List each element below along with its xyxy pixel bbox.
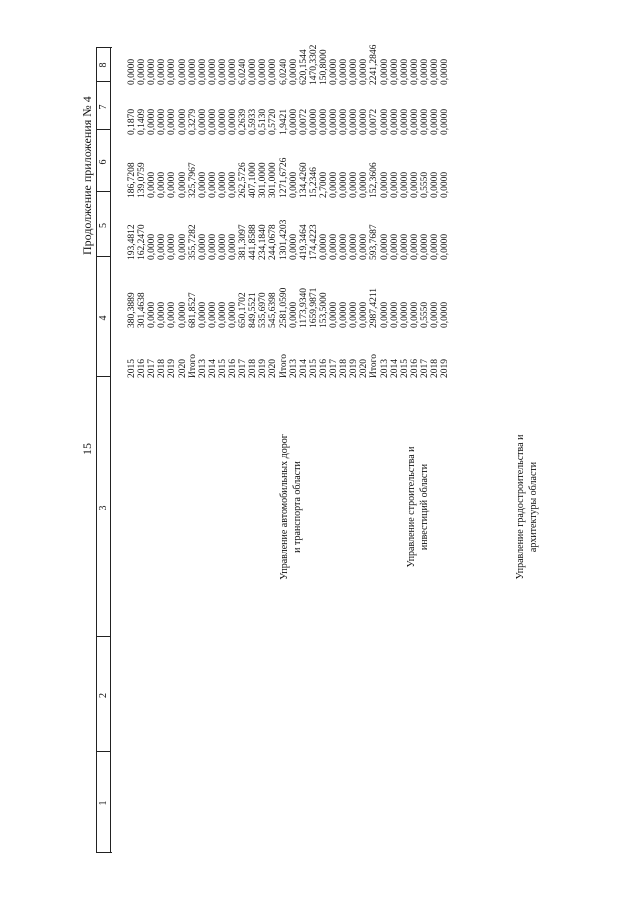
row-value-cell: 0,0000 <box>228 233 238 260</box>
page-number: 15 <box>80 443 94 455</box>
column-label: 6 <box>98 159 109 165</box>
row-value-cell: 0,0000 <box>288 301 299 328</box>
row-value-cell: 301,4638 <box>137 292 148 328</box>
row-value-cell: 0,0000 <box>419 58 430 85</box>
row-value-cell: 0,0000 <box>389 108 400 135</box>
row-value-cell: 535,6970 <box>258 292 269 328</box>
row-value-cell: 0,0000 <box>228 108 238 135</box>
row-value-cell: 0,0000 <box>177 301 188 328</box>
row-value-cell: 174,4223 <box>308 224 319 260</box>
row-value-cell: 0,0000 <box>379 108 390 135</box>
column-label: 5 <box>98 223 109 228</box>
row-year-cell: 2019 <box>440 359 451 378</box>
row-value-cell: 0,0000 <box>217 108 228 135</box>
row-value-cell: 0,0000 <box>157 108 168 135</box>
row-value-cell: 0,0000 <box>268 58 279 85</box>
row-value-cell: 545,6398 <box>268 292 279 328</box>
row-value-cell: 0,0000 <box>177 171 188 198</box>
row-value-cell: 0,0000 <box>197 171 208 198</box>
row-value-cell: 0,3279 <box>187 108 198 135</box>
row-value-cell: 0,0072 <box>369 108 380 135</box>
row-value-cell: 244,0678 <box>268 224 279 260</box>
row-value-cell: 681,8527 <box>187 292 198 328</box>
row-year-cell: Итого <box>187 353 198 378</box>
row-value-cell: 1470,3302 <box>308 44 319 85</box>
row-value-cell: 419,3464 <box>298 224 309 260</box>
row-value-cell: 0,1409 <box>137 108 148 135</box>
row-value-cell: 0,0000 <box>359 108 370 135</box>
row-year-cell: 2018 <box>157 359 168 378</box>
row-value-cell: 0,0000 <box>440 171 451 198</box>
row-value-cell: 0,0000 <box>329 108 339 135</box>
row-value-cell: 441,8588 <box>248 224 259 260</box>
row-value-cell: 0,0000 <box>430 108 440 135</box>
row-year-cell: 2015 <box>308 359 319 378</box>
row-value-cell: 0,0000 <box>147 301 158 328</box>
row-value-cell: 0,0000 <box>409 108 420 135</box>
row-value-cell: 0,0000 <box>127 58 137 85</box>
row-value-cell: 0,0000 <box>359 58 370 85</box>
row-year-cell: 2018 <box>430 359 440 378</box>
row-value-cell: 0,0000 <box>379 58 390 85</box>
row-value-cell: 0,0072 <box>298 108 309 135</box>
row-value-cell: 1,9421 <box>278 108 289 135</box>
column-label: 2 <box>98 693 109 698</box>
row-year-cell: Итого <box>369 353 380 378</box>
department-roads <box>278 417 304 597</box>
row-value-cell: 6,0240 <box>238 58 249 85</box>
row-value-cell: 0,1870 <box>127 108 137 135</box>
row-value-cell: 0,0000 <box>349 233 360 260</box>
row-value-cell: 0,0000 <box>167 171 178 198</box>
department-construction <box>405 417 431 597</box>
row-value-cell: 150,8000 <box>318 49 329 85</box>
table-body-edge <box>110 47 112 853</box>
row-value-cell: 0,0000 <box>228 58 238 85</box>
row-year-cell: 2013 <box>379 359 390 378</box>
row-year-cell: 2013 <box>288 359 299 378</box>
row-year-cell: 2019 <box>167 359 178 378</box>
row-value-cell: 0,2639 <box>238 108 249 135</box>
table-right-edge <box>110 47 112 48</box>
row-year-cell: 2018 <box>248 359 259 378</box>
row-year-cell: 2020 <box>268 359 279 378</box>
row-value-cell: 0,0000 <box>349 108 360 135</box>
row-value-cell: 152,3606 <box>369 162 380 198</box>
row-value-cell: 186,7208 <box>127 162 137 198</box>
row-year-cell: 2015 <box>217 359 228 378</box>
row-value-cell: 355,7282 <box>187 224 198 260</box>
row-year-cell: 2013 <box>197 359 208 378</box>
row-value-cell: 153,5000 <box>318 292 329 328</box>
row-value-cell: 381,3097 <box>238 224 249 260</box>
row-value-cell: 0,0000 <box>167 301 178 328</box>
row-value-cell: 6,0240 <box>278 58 289 85</box>
department-line: архитектуры области <box>528 461 539 553</box>
row-value-cell: 0,0000 <box>399 171 410 198</box>
department-line: и транспорта области <box>292 461 303 553</box>
row-value-cell: 0,0000 <box>288 171 299 198</box>
row-value-cell: 0,0000 <box>147 58 158 85</box>
row-value-cell: 0,0000 <box>419 233 430 260</box>
department-line: инвестиций области <box>419 463 430 551</box>
row-value-cell: 0,0000 <box>288 108 299 135</box>
row-value-cell: 0,0000 <box>339 301 350 328</box>
row-value-cell: 1301,4203 <box>278 219 289 260</box>
continuation-title: Продолжение приложения № 4 <box>80 96 94 255</box>
row-value-cell: 234,1840 <box>258 224 269 260</box>
row-value-cell: 0,5933 <box>248 108 259 135</box>
row-value-cell: 0,0000 <box>248 58 259 85</box>
row-year-cell: 2016 <box>228 359 238 378</box>
row-value-cell: 0,5550 <box>419 301 430 328</box>
row-value-cell: 0,0000 <box>308 108 319 135</box>
row-value-cell: 193,4812 <box>127 224 137 260</box>
row-value-cell: 0,0000 <box>318 108 329 135</box>
row-value-cell: 0,0000 <box>207 301 218 328</box>
row-value-cell: 0,0000 <box>399 233 410 260</box>
row-value-cell: 0,0000 <box>329 301 339 328</box>
row-year-cell: 2016 <box>137 359 148 378</box>
row-value-cell: 0,0000 <box>207 233 218 260</box>
row-value-cell: 0,0000 <box>389 233 400 260</box>
row-value-cell: 0,0000 <box>379 301 390 328</box>
row-value-cell: 0,0000 <box>379 233 390 260</box>
row-value-cell: 0,0000 <box>389 301 400 328</box>
row-value-cell: 0,0000 <box>440 301 451 328</box>
department-urban-planning <box>514 417 540 597</box>
row-year-cell: 2015 <box>399 359 410 378</box>
row-value-cell: 0,0000 <box>409 233 420 260</box>
row-value-cell: 0,0000 <box>288 233 299 260</box>
row-year-cell: 2014 <box>298 359 309 378</box>
column-label: 1 <box>98 800 109 806</box>
row-value-cell: 0,0000 <box>157 58 168 85</box>
column-label: 7 <box>98 104 109 110</box>
row-value-cell: 0,0000 <box>440 58 451 85</box>
row-value-cell: 0,0000 <box>187 58 198 85</box>
row-value-cell: 2581,0590 <box>278 287 289 328</box>
row-value-cell: 0,0000 <box>329 233 339 260</box>
department-line: Управление строительства и <box>406 446 417 568</box>
row-value-cell: 0,0000 <box>217 233 228 260</box>
row-value-cell: 0,0000 <box>359 301 370 328</box>
row-value-cell: 0,0000 <box>207 108 218 135</box>
row-value-cell: 0,0000 <box>399 58 410 85</box>
row-value-cell: 2,7000 <box>318 171 329 198</box>
row-year-cell: 2017 <box>238 359 249 378</box>
row-value-cell: 0,0000 <box>440 108 451 135</box>
row-value-cell: 0,0000 <box>167 58 178 85</box>
row-value-cell: 0,0000 <box>177 108 188 135</box>
row-value-cell: 0,0000 <box>137 58 148 85</box>
row-value-cell: 2241,2846 <box>369 44 380 85</box>
row-value-cell: 0,5550 <box>419 171 430 198</box>
row-value-cell: 325,7967 <box>187 162 198 198</box>
row-year-cell: 2015 <box>127 359 137 378</box>
row-year-cell: 2014 <box>207 359 218 378</box>
row-year-cell: 2019 <box>258 359 269 378</box>
row-value-cell: 0,0000 <box>157 233 168 260</box>
row-value-cell: 0,0000 <box>409 58 420 85</box>
row-value-cell: 2987,4211 <box>369 287 380 328</box>
row-value-cell: 0,0000 <box>197 108 208 135</box>
department-line: Управление автомобильных дорог <box>279 434 290 580</box>
column-label: 4 <box>98 315 109 321</box>
row-value-cell: 0,0000 <box>430 171 440 198</box>
row-value-cell: 0,0000 <box>339 233 350 260</box>
row-value-cell: 1271,6726 <box>278 157 289 198</box>
row-value-cell: 0,0000 <box>409 171 420 198</box>
row-value-cell: 0,0000 <box>197 233 208 260</box>
row-year-cell: 2019 <box>349 359 360 378</box>
row-value-cell: 0,0000 <box>258 58 269 85</box>
row-value-cell: 0,0000 <box>177 233 188 260</box>
row-value-cell: 0,0000 <box>349 301 360 328</box>
row-year-cell: 2020 <box>359 359 370 378</box>
row-value-cell: 620,1544 <box>298 49 309 85</box>
row-value-cell: 0,0000 <box>228 171 238 198</box>
row-value-cell: 0,0000 <box>207 171 218 198</box>
row-value-cell: 0,0000 <box>217 58 228 85</box>
row-value-cell: 0,0000 <box>228 301 238 328</box>
department-line: Управление градостроительства и <box>515 434 526 580</box>
row-value-cell: 0,5720 <box>268 108 279 135</box>
row-value-cell: 1659,9871 <box>308 287 319 328</box>
table-left-edge <box>110 852 112 853</box>
row-value-cell: 134,4260 <box>298 162 309 198</box>
row-value-cell: 0,0000 <box>349 171 360 198</box>
row-value-cell: 0,0000 <box>359 171 370 198</box>
row-value-cell: 0,0000 <box>147 233 158 260</box>
row-value-cell: 0,0000 <box>389 171 400 198</box>
row-value-cell: 0,0000 <box>318 233 329 260</box>
row-value-cell: 0,5130 <box>258 108 269 135</box>
row-year-cell: 2014 <box>389 359 400 378</box>
row-value-cell: 0,0000 <box>419 108 430 135</box>
row-value-cell: 0,0000 <box>147 108 158 135</box>
row-value-cell: 301,0000 <box>258 162 269 198</box>
row-value-cell: 139,0759 <box>137 162 148 198</box>
row-value-cell: 0,0000 <box>359 233 370 260</box>
row-year-cell: 2016 <box>318 359 329 378</box>
column-label: 8 <box>98 62 109 68</box>
row-value-cell: 0,0000 <box>147 171 158 198</box>
row-value-cell: 0,0000 <box>207 58 218 85</box>
row-value-cell: 0,0000 <box>430 301 440 328</box>
row-value-cell: 650,1702 <box>238 292 249 328</box>
row-value-cell: 380,3889 <box>127 292 137 328</box>
row-value-cell: 0,0000 <box>399 301 410 328</box>
row-value-cell: 0,0000 <box>157 171 168 198</box>
row-value-cell: 0,0000 <box>349 58 360 85</box>
row-value-cell: 15,2346 <box>308 167 319 198</box>
row-value-cell: 0,0000 <box>167 108 178 135</box>
row-year-cell: 2017 <box>147 359 158 378</box>
row-value-cell: 0,0000 <box>177 58 188 85</box>
row-year-cell: Итого <box>278 353 289 378</box>
row-value-cell: 849,5521 <box>248 292 259 328</box>
row-value-cell: 0,0000 <box>288 58 299 85</box>
row-value-cell: 0,0000 <box>157 301 168 328</box>
row-value-cell: 0,0000 <box>329 58 339 85</box>
row-value-cell: 0,0000 <box>399 108 410 135</box>
row-value-cell: 1173,9340 <box>298 287 309 328</box>
row-year-cell: 2017 <box>419 359 430 378</box>
row-year-cell: 2016 <box>409 359 420 378</box>
row-value-cell: 0,0000 <box>197 58 208 85</box>
row-value-cell: 0,0000 <box>217 301 228 328</box>
row-value-cell: 0,0000 <box>389 58 400 85</box>
row-value-cell: 593,7687 <box>369 224 380 260</box>
row-value-cell: 0,0000 <box>430 58 440 85</box>
row-value-cell: 0,0000 <box>197 301 208 328</box>
row-value-cell: 0,0000 <box>167 233 178 260</box>
row-value-cell: 0,0000 <box>409 301 420 328</box>
row-value-cell: 262,5726 <box>238 162 249 198</box>
row-value-cell: 0,0000 <box>430 233 440 260</box>
row-value-cell: 0,0000 <box>329 171 339 198</box>
row-value-cell: 0,0000 <box>339 171 350 198</box>
row-value-cell: 0,0000 <box>339 58 350 85</box>
row-year-cell: 2017 <box>329 359 339 378</box>
row-value-cell: 0,0000 <box>440 233 451 260</box>
row-value-cell: 407,1000 <box>248 162 259 198</box>
row-value-cell: 0,0000 <box>217 171 228 198</box>
column-label: 3 <box>98 505 109 511</box>
row-value-cell: 0,0000 <box>379 171 390 198</box>
row-value-cell: 0,0000 <box>339 108 350 135</box>
row-value-cell: 301,0000 <box>268 162 279 198</box>
row-year-cell: 2018 <box>339 359 350 378</box>
row-year-cell: 2020 <box>177 359 188 378</box>
row-value-cell: 162,2470 <box>137 224 148 260</box>
